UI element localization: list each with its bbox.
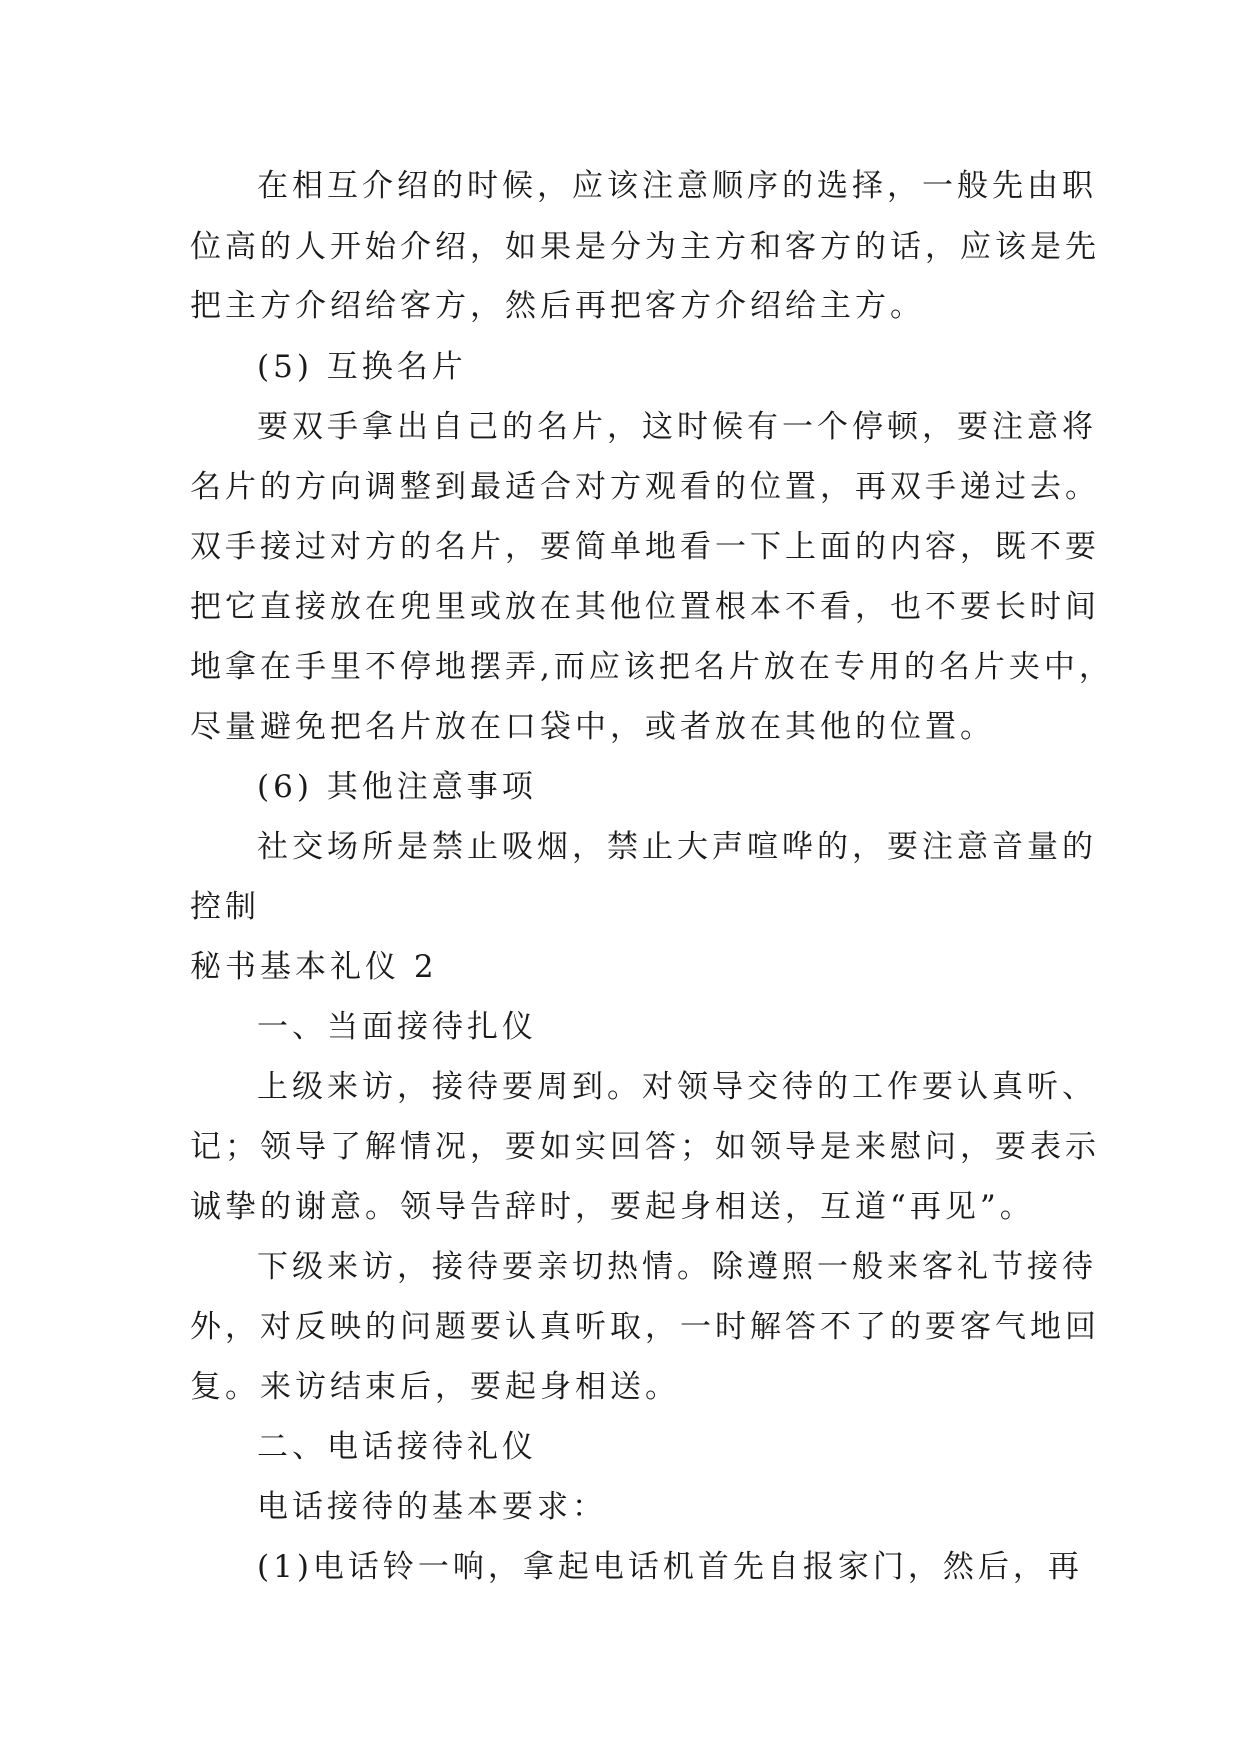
paragraph-line: 外，对反映的问题要认真听取，一时解答不了的要客气地回: [190, 1309, 1100, 1345]
paragraph-line: 上级来访，接待要周到。对领导交待的工作要认真听、: [257, 1069, 1097, 1105]
paragraph-line: 把主方介绍给客方，然后再把客方介绍给主方。: [190, 288, 925, 324]
paragraph-line: 电话接待的基本要求：: [257, 1489, 607, 1525]
section-heading: 一、当面接待扎仪: [257, 1009, 537, 1045]
section-heading: (5) 互换名片: [257, 349, 467, 385]
paragraph-line: 名片的方向调整到最适合对方观看的位置，再双手递过去。: [190, 469, 1100, 505]
paragraph-line: 在相互介绍的时候，应该注意顺序的选择，一般先由职: [257, 168, 1097, 204]
section-heading: 二、电话接待礼仪: [257, 1429, 537, 1465]
paragraph-line: 地拿在手里不停地摆弄,而应该把名片放在专用的名片夹中，: [190, 649, 1114, 685]
paragraph-line: 复。来访结束后，要起身相送。: [190, 1369, 680, 1405]
paragraph-line: 要双手拿出自己的名片，这时候有一个停顿，要注意将: [257, 409, 1097, 445]
paragraph-line: 控制: [190, 889, 260, 925]
paragraph-line: 记；领导了解情况，要如实回答；如领导是来慰问，要表示: [190, 1129, 1100, 1165]
paragraph-line: 诚挚的谢意。领导告辞时，要起身相送，互道“再见”。: [190, 1189, 1035, 1225]
paragraph-line: (1)电话铃一响，拿起电话机首先自报家门，然后，再: [257, 1549, 1083, 1585]
document-title: 秘书基本礼仪 2: [190, 949, 438, 985]
paragraph-line: 社交场所是禁止吸烟，禁止大声喧哗的，要注意音量的: [257, 829, 1097, 865]
paragraph-line: 尽量避免把名片放在口袋中，或者放在其他的位置。: [190, 709, 995, 745]
paragraph-line: 位高的人开始介绍，如果是分为主方和客方的话，应该是先: [190, 229, 1100, 265]
section-heading: (6) 其他注意事项: [257, 769, 537, 805]
paragraph-line: 把它直接放在兜里或放在其他位置根本不看，也不要长时间: [190, 589, 1100, 625]
paragraph-line: 下级来访，接待要亲切热情。除遵照一般来客礼节接待: [257, 1249, 1097, 1285]
paragraph-line: 双手接过对方的名片，要简单地看一下上面的内容，既不要: [190, 529, 1100, 565]
